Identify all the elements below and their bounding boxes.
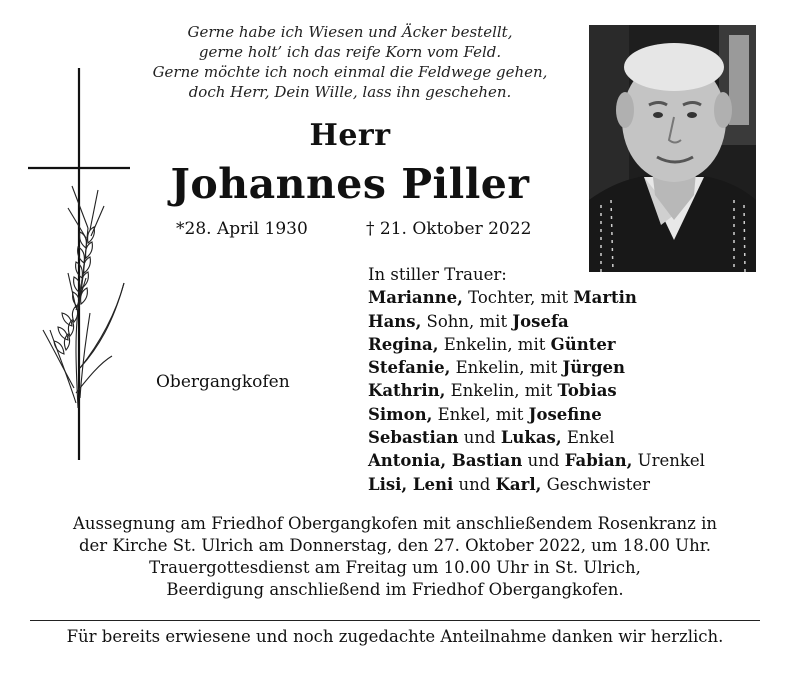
mourner-relation: und bbox=[458, 428, 501, 448]
mourner-relation: Enkelin, mit bbox=[445, 381, 558, 401]
birth-date: *28. April 1930 bbox=[176, 219, 308, 239]
mourner-line bbox=[368, 403, 705, 426]
cross-with-wheat-icon bbox=[28, 68, 130, 460]
mourner-lines bbox=[368, 286, 705, 496]
mourner-name: Tobias bbox=[557, 381, 617, 401]
mourner-line bbox=[368, 426, 705, 449]
mourner-relation: Enkelin, mit bbox=[450, 358, 563, 378]
mourner-relation: Tochter, mit bbox=[462, 288, 574, 308]
mourner-name: Stefanie, bbox=[368, 358, 451, 378]
mourner-line bbox=[368, 379, 705, 402]
portrait-photo bbox=[589, 25, 756, 272]
mourner-name: Lukas, bbox=[500, 428, 562, 448]
funeral-line: der Kirche St. Ulrich am Donnerstag, den 27. Oktober 2022, um 18.00 Uhr. bbox=[78, 536, 712, 555]
mourner-name: Kathrin, bbox=[368, 381, 446, 401]
mourner-name: Regina, bbox=[368, 334, 439, 354]
mourner-name: Josefine bbox=[528, 404, 602, 424]
mourner-name: Günter bbox=[550, 334, 616, 354]
poem-line: Gerne möchte ich noch einmal die Feldwege gehen, bbox=[152, 63, 548, 81]
mourner-name: Josefa bbox=[512, 311, 569, 331]
mourner-line bbox=[368, 310, 705, 333]
mourner-line bbox=[368, 286, 705, 309]
mourner-relation: Geschwister bbox=[541, 474, 651, 494]
mourner-name: Simon, bbox=[368, 404, 433, 424]
mourner-line bbox=[368, 473, 705, 496]
mourners-heading: In stiller Trauer: bbox=[368, 265, 507, 284]
thanks-note: Für bereits erwiesene und noch zugedachte Anteilnahme danken wir herzlich. bbox=[66, 627, 724, 646]
mourner-name: Jürgen bbox=[562, 358, 626, 378]
mourner-name: Martin bbox=[573, 288, 637, 308]
salutation: Herr bbox=[309, 118, 391, 153]
mourner-relation: und bbox=[522, 451, 565, 471]
mourner-name: Marianne, bbox=[368, 288, 463, 308]
mourner-name: Hans, bbox=[368, 311, 422, 331]
mourner-name: Antonia, Bastian bbox=[368, 451, 523, 471]
mourner-relation: Urenkel bbox=[632, 451, 705, 471]
mourner-line bbox=[368, 356, 705, 379]
mourner-name: Fabian, bbox=[564, 451, 633, 471]
deceased-name: Johannes Piller bbox=[170, 160, 530, 208]
divider bbox=[30, 620, 760, 621]
mourner-relation: Enkelin, mit bbox=[438, 334, 551, 354]
poem-line: gerne holt’ ich das reife Korn vom Feld. bbox=[198, 43, 502, 61]
mourner-relation: und bbox=[453, 474, 496, 494]
funeral-details bbox=[24, 513, 766, 601]
poem bbox=[120, 22, 580, 102]
death-date: † 21. Oktober 2022 bbox=[366, 219, 532, 239]
mourner-relation: Sohn, mit bbox=[421, 311, 513, 331]
mourner-line bbox=[368, 333, 705, 356]
mourners-list bbox=[368, 263, 705, 496]
poem-line: doch Herr, Dein Wille, lass ihn geschehen. bbox=[188, 83, 512, 101]
mourner-name: Sebastian bbox=[368, 428, 459, 448]
mourner-name: Karl, bbox=[495, 474, 542, 494]
mourner-relation: Enkel bbox=[561, 428, 615, 448]
mourner-name: Lisi, Leni bbox=[368, 474, 454, 494]
funeral-line: Beerdigung anschließend im Friedhof Obergangkofen. bbox=[166, 580, 624, 599]
funeral-line: Trauergottesdienst am Freitag um 10.00 Uhr in St. Ulrich, bbox=[149, 558, 641, 577]
mourner-relation: Enkel, mit bbox=[432, 404, 529, 424]
mourner-line bbox=[368, 449, 705, 472]
funeral-line: Aussegnung am Friedhof Obergangkofen mit anschließendem Rosenkranz in bbox=[72, 514, 718, 533]
place: Obergangkofen bbox=[156, 372, 290, 392]
poem-line: Gerne habe ich Wiesen und Äcker bestellt, bbox=[187, 23, 513, 41]
